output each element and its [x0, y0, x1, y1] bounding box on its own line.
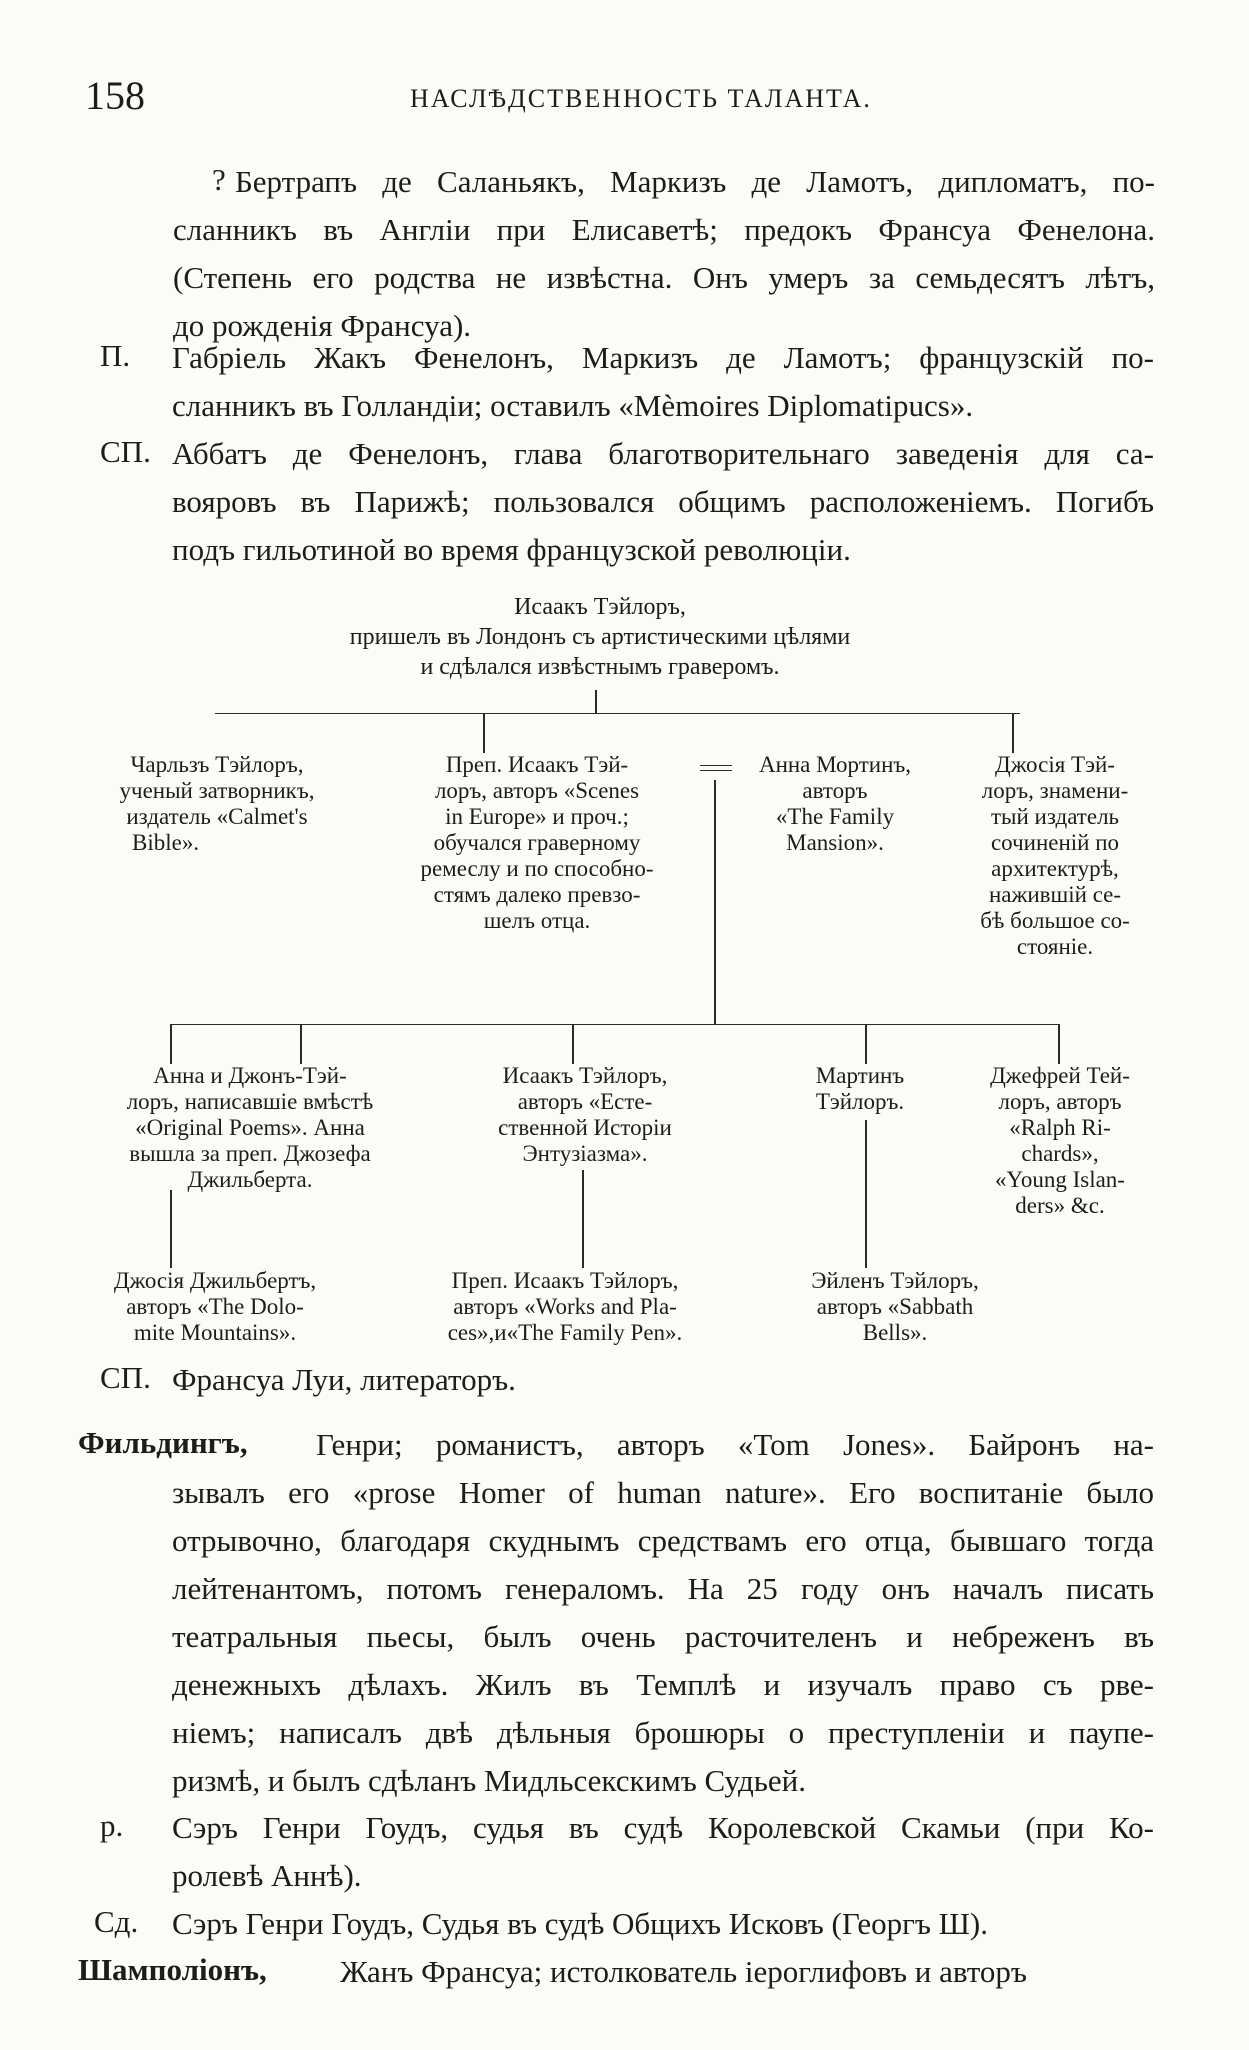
entry-marker: П. [100, 338, 131, 373]
text-line: вояровъ въ Парижѣ; пользовался общимъ расположеніемъ. Погибъ [172, 484, 1154, 519]
entry-marker: Сд. [94, 1904, 139, 1939]
tree-rev-isaac-taylor-2 [385, 1268, 745, 1346]
text-line: Генри; романистъ, авторъ «Tom Jones». Байронъ на- [316, 1427, 1154, 1462]
text-line: «The Family [775, 804, 895, 829]
text-line: стояніе. [1016, 934, 1094, 959]
text-line: лоръ, написавшіе вмѣстѣ [126, 1089, 374, 1114]
text-line: Джосія Джильбертъ, [113, 1268, 317, 1293]
tree-ellen-taylor [760, 1268, 1030, 1346]
tree-jefferys-taylor [955, 1063, 1165, 1219]
text-line: шелъ отца. [483, 908, 591, 933]
text-line: Анна Мортинъ, [758, 752, 912, 777]
text-line: Мартинъ [815, 1063, 905, 1088]
tree-connector [595, 690, 597, 714]
text-line: Тэйлоръ. [815, 1089, 905, 1114]
text-line: отрывочно, благодаря скуднымъ средствамъ его отца, бывшаго тогда [172, 1523, 1154, 1558]
text-line: ces»,и«The Family Pen». [447, 1320, 683, 1345]
text-line: авторъ «The Dolo- [126, 1294, 304, 1319]
tree-charles-taylor [72, 752, 362, 856]
text-line: Джефрей Тей- [990, 1063, 1130, 1088]
tree-connector [1058, 1024, 1060, 1064]
entry-marker: р. [100, 1808, 124, 1843]
text-line: «Original Poems». Анна [135, 1115, 365, 1140]
text-line: mite Mountains». [133, 1320, 297, 1345]
entry-fielding [172, 1421, 1154, 1805]
text-line: издатель «Calmet's [126, 804, 308, 829]
tree-connector [170, 1024, 172, 1064]
entry-abbot [172, 430, 1154, 574]
text-line: ученый затворникъ, [119, 778, 315, 803]
tree-root [250, 592, 950, 682]
tree-josiah-gilbert [70, 1268, 360, 1346]
text-line: театральныя пьесы, былъ очень расточителенъ и небреженъ въ [172, 1619, 1154, 1654]
text-line: лоръ, знамени- [981, 778, 1129, 803]
tree-connector [170, 1024, 1060, 1025]
entry-francois-louis: Франсуа Луи, литераторъ. [172, 1362, 516, 1397]
tree-rev-isaac-taylor [372, 752, 702, 934]
text-line: ders» &c. [1015, 1193, 1105, 1218]
text-line: ремеслу и по способно- [420, 856, 654, 881]
tree-isaac-taylor-enthusiasm [440, 1063, 730, 1167]
tree-connector [572, 1024, 574, 1064]
text-line: денежныхъ дѣлахъ. Жилъ въ Темплѣ и изучалъ право съ рве- [172, 1667, 1154, 1702]
tree-connector [300, 1024, 302, 1064]
text-line: Анна и Джонъ-Тэй- [153, 1063, 347, 1088]
tree-connector [865, 1120, 867, 1268]
text-line: лоръ, авторъ [998, 1089, 1122, 1114]
text-line: «Ralph Ri- [1009, 1115, 1111, 1140]
tree-connector [865, 1024, 867, 1064]
tree-anna-martin [720, 752, 950, 856]
entry-fielding-relative [172, 1900, 1154, 1948]
tree-connector [170, 1190, 172, 1268]
text-line: до рожденія Франсуа). [173, 308, 472, 343]
text-line: сланникъ въ Голландіи; оставилъ «Mèmoires Diplomatipucs». [172, 388, 974, 423]
text-line: ролевѣ Аннѣ). [172, 1858, 362, 1893]
entry-champollion: Жанъ Франсуа; истолкователь іероглифовъ и авторъ [340, 1954, 1027, 1989]
text-line: бѣ большое со- [980, 908, 1130, 933]
text-line: ніемъ; написалъ двѣ дѣльныя брошюры о преступленіи и паупе- [172, 1715, 1154, 1750]
text-line: Аббатъ де Фенелонъ, глава благотворительнаго заведенія для са- [172, 436, 1154, 471]
tree-connector [582, 1170, 584, 1268]
text-line: обучался граверному [433, 830, 641, 855]
text-line: Преп. Исаакъ Тэйлоръ, [451, 1268, 679, 1293]
entry-marker: ? [212, 162, 226, 197]
entry-fielding-relative [172, 1804, 1154, 1900]
text-line: Джильберта. [187, 1167, 313, 1192]
tree-martin-taylor [760, 1063, 960, 1115]
text-line: сочиненій по [990, 830, 1120, 855]
text-line: лейтенантомъ, потомъ генераломъ. На 25 году онъ началъ писать [172, 1571, 1154, 1606]
entry-name-fielding: Фильдингъ, [78, 1425, 248, 1460]
text-line: стямъ далеко превзо- [433, 882, 641, 907]
text-line: Чарльзъ Тэйлоръ, [130, 752, 304, 777]
text-line: и сдѣлался извѣстнымъ граверомъ. [420, 654, 780, 680]
text-line: Бертрапъ де Саланьякъ, Маркизъ де Ламотъ, дипломатъ, по- [235, 164, 1155, 199]
entry-bertrand [173, 158, 1155, 350]
text-line: in Europe» и проч.; [445, 804, 629, 829]
text-line: Преп. Исаакъ Тэй- [445, 752, 629, 777]
text-line: Исаакъ Тэйлоръ, [514, 594, 686, 620]
page-number: 158 [85, 73, 145, 118]
text-line: Эйленъ Тэйлоръ, [811, 1268, 979, 1293]
text-line: тый издатель [990, 804, 1120, 829]
text-line: Сэръ Генри Гоудъ, судья въ судѣ Королевской Скамьи (при Ко- [172, 1810, 1154, 1845]
tree-josiah-taylor [950, 752, 1160, 960]
text-line: ственной Исторіи [498, 1115, 672, 1140]
text-line: зывалъ его «prose Homer of human nature». Его воспитаніе было [172, 1475, 1154, 1510]
entry-marker: СП. [100, 1360, 151, 1395]
text-line: Энтузіазма». [522, 1141, 648, 1166]
text-line: ризмѣ, и былъ сдѣланъ Мидльсекскимъ Судьей. [172, 1763, 806, 1798]
text-line: вышла за преп. Джозефа [129, 1141, 371, 1166]
text-line: Габріель Жакъ Фенелонъ, Маркизъ де Ламотъ; французскій по- [172, 340, 1154, 375]
tree-connector [714, 780, 716, 1025]
tree-connector [1012, 713, 1014, 753]
running-title: НАСЛѢДСТВЕННОСТЬ ТАЛАНТА. [410, 84, 872, 113]
text-line: Bible». [132, 830, 200, 855]
text-line: пришелъ въ Лондонъ съ артистическими цѣлями [349, 624, 851, 650]
text-line: подъ гильотиной во время французской революціи. [172, 532, 851, 567]
text-line: нажившій се- [988, 882, 1122, 907]
text-line: авторъ «Есте- [517, 1089, 653, 1114]
entry-name-champollion: Шамполіонъ, [78, 1952, 267, 1987]
entry-marker: СП. [100, 434, 151, 469]
text-line: chards», [1021, 1141, 1099, 1166]
tree-connector [483, 713, 485, 753]
text-line: Mansion». [786, 830, 884, 855]
tree-connector [215, 713, 1020, 714]
text-line: сланникъ въ Англіи при Елисаветѣ; предокъ Франсуа Фенелона. [173, 212, 1155, 247]
text-line: (Степень его родства не извѣстна. Онъ умеръ за семьдесятъ лѣтъ, [173, 260, 1155, 295]
text-line: «Young Islan- [995, 1167, 1125, 1192]
text-line: авторъ [802, 778, 868, 803]
text-line: авторъ «Works and Pla- [453, 1294, 677, 1319]
tree-anna-john-taylor [70, 1063, 430, 1193]
text-line: лоръ, авторъ «Scenes [434, 778, 640, 803]
entry-gabriel [172, 334, 1154, 430]
text-line: Исаакъ Тэйлоръ, [502, 1063, 668, 1088]
text-line: архитектурѣ, [991, 856, 1119, 881]
text-line: Bells». [862, 1320, 928, 1345]
text-line: Сэръ Генри Гоудъ, Судья въ судѣ Общихъ Исковъ (Георгъ Ш). [172, 1906, 989, 1941]
text-line: авторъ «Sabbath [816, 1294, 974, 1319]
text-line: Джосія Тэй- [995, 752, 1115, 777]
